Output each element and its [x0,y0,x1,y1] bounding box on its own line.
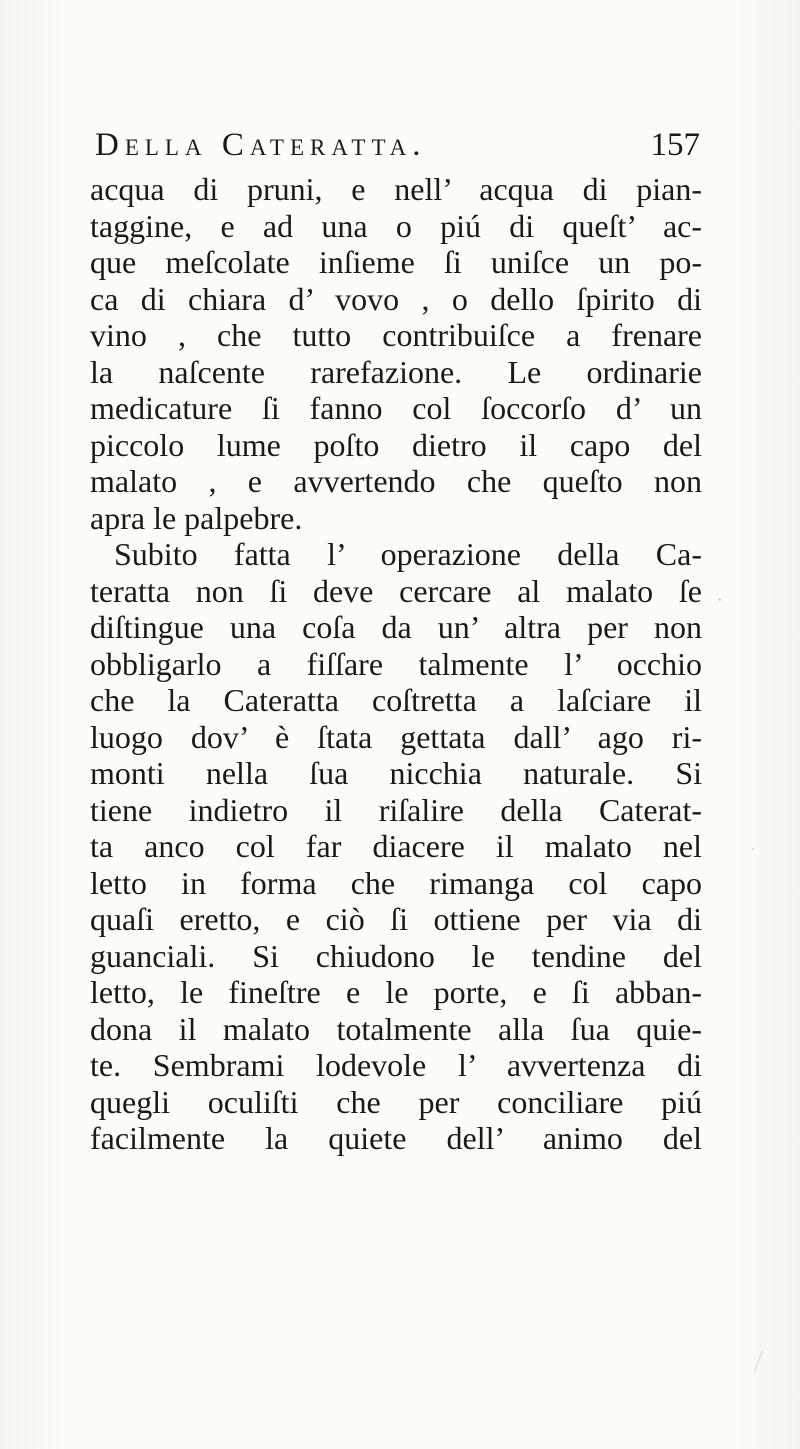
paragraph-start-line: Subito fatta l’ operazione della Ca- [114,536,702,572]
text-line: monti nella ſua nicchia naturale. Si [90,755,702,791]
page-header [95,127,700,167]
text-line: piccolo lume poſto dietro il capo del [90,426,702,463]
text-line: ca di chiara d’ vovo , o dello ſpirito di [90,280,702,317]
text-line: facilmente la quiete dell’ animo del [90,1120,702,1156]
text-line: quegli oculiſti che per conciliare piú [90,1083,702,1120]
paper-speck [718,598,721,601]
text-line: acqua di pruni, e nell’ acqua di pian- [90,171,702,207]
text-line: luogo dov’ è ſtata gettata dall’ ago ri- [90,718,702,755]
text-line: medicature ſi fanno col ſoccorſo d’ un [90,390,702,426]
text-line: taggine, e ad una o piú di queſt’ ac- [90,207,702,244]
text-line: guanciali. Si chiudono le tendine del [90,937,702,974]
text-line: letto in forma che rimanga col capo [90,864,702,901]
text-line: teratta non ſi deve cercare al malato ſe [90,572,702,609]
text-line: quaſi eretto, e ciò ſi ottiene per via di [90,901,702,937]
text-line: vino , che tutto contribuiſce a frenare [90,317,702,353]
paper-speck [754,1350,762,1371]
text-line: obbligarlo a fiſſare talmente l’ occhio [90,645,702,682]
text-line: letto, le fineſtre e le porte, e ſi abban- [90,974,702,1010]
text-line: te. Sembrami lodevole l’ avvertenza di [90,1047,702,1083]
text-line: dona il malato totalmente alla ſua quie- [90,1010,702,1047]
paper-speck [752,848,754,850]
text-line: che la Cateratta coſtretta a laſciare il [90,682,702,718]
page-number: 157 [650,127,700,163]
running-title: Della Cateratta. [95,127,427,163]
body-text [90,171,702,1157]
text-line: ta anco col far diacere il malato nel [90,828,702,864]
text-line: diſtingue una coſa da un’ altra per non [90,609,702,645]
text-line: tiene indietro il riſalire della Caterat- [90,791,702,828]
text-line: apra le palpebre. [90,499,303,536]
text-line: que meſcolate inſieme ſi uniſce un po- [90,244,702,280]
text-line: la naſcente rarefazione. Le ordinarie [90,353,702,390]
text-line: malato , e avvertendo che queſto non [90,463,702,499]
